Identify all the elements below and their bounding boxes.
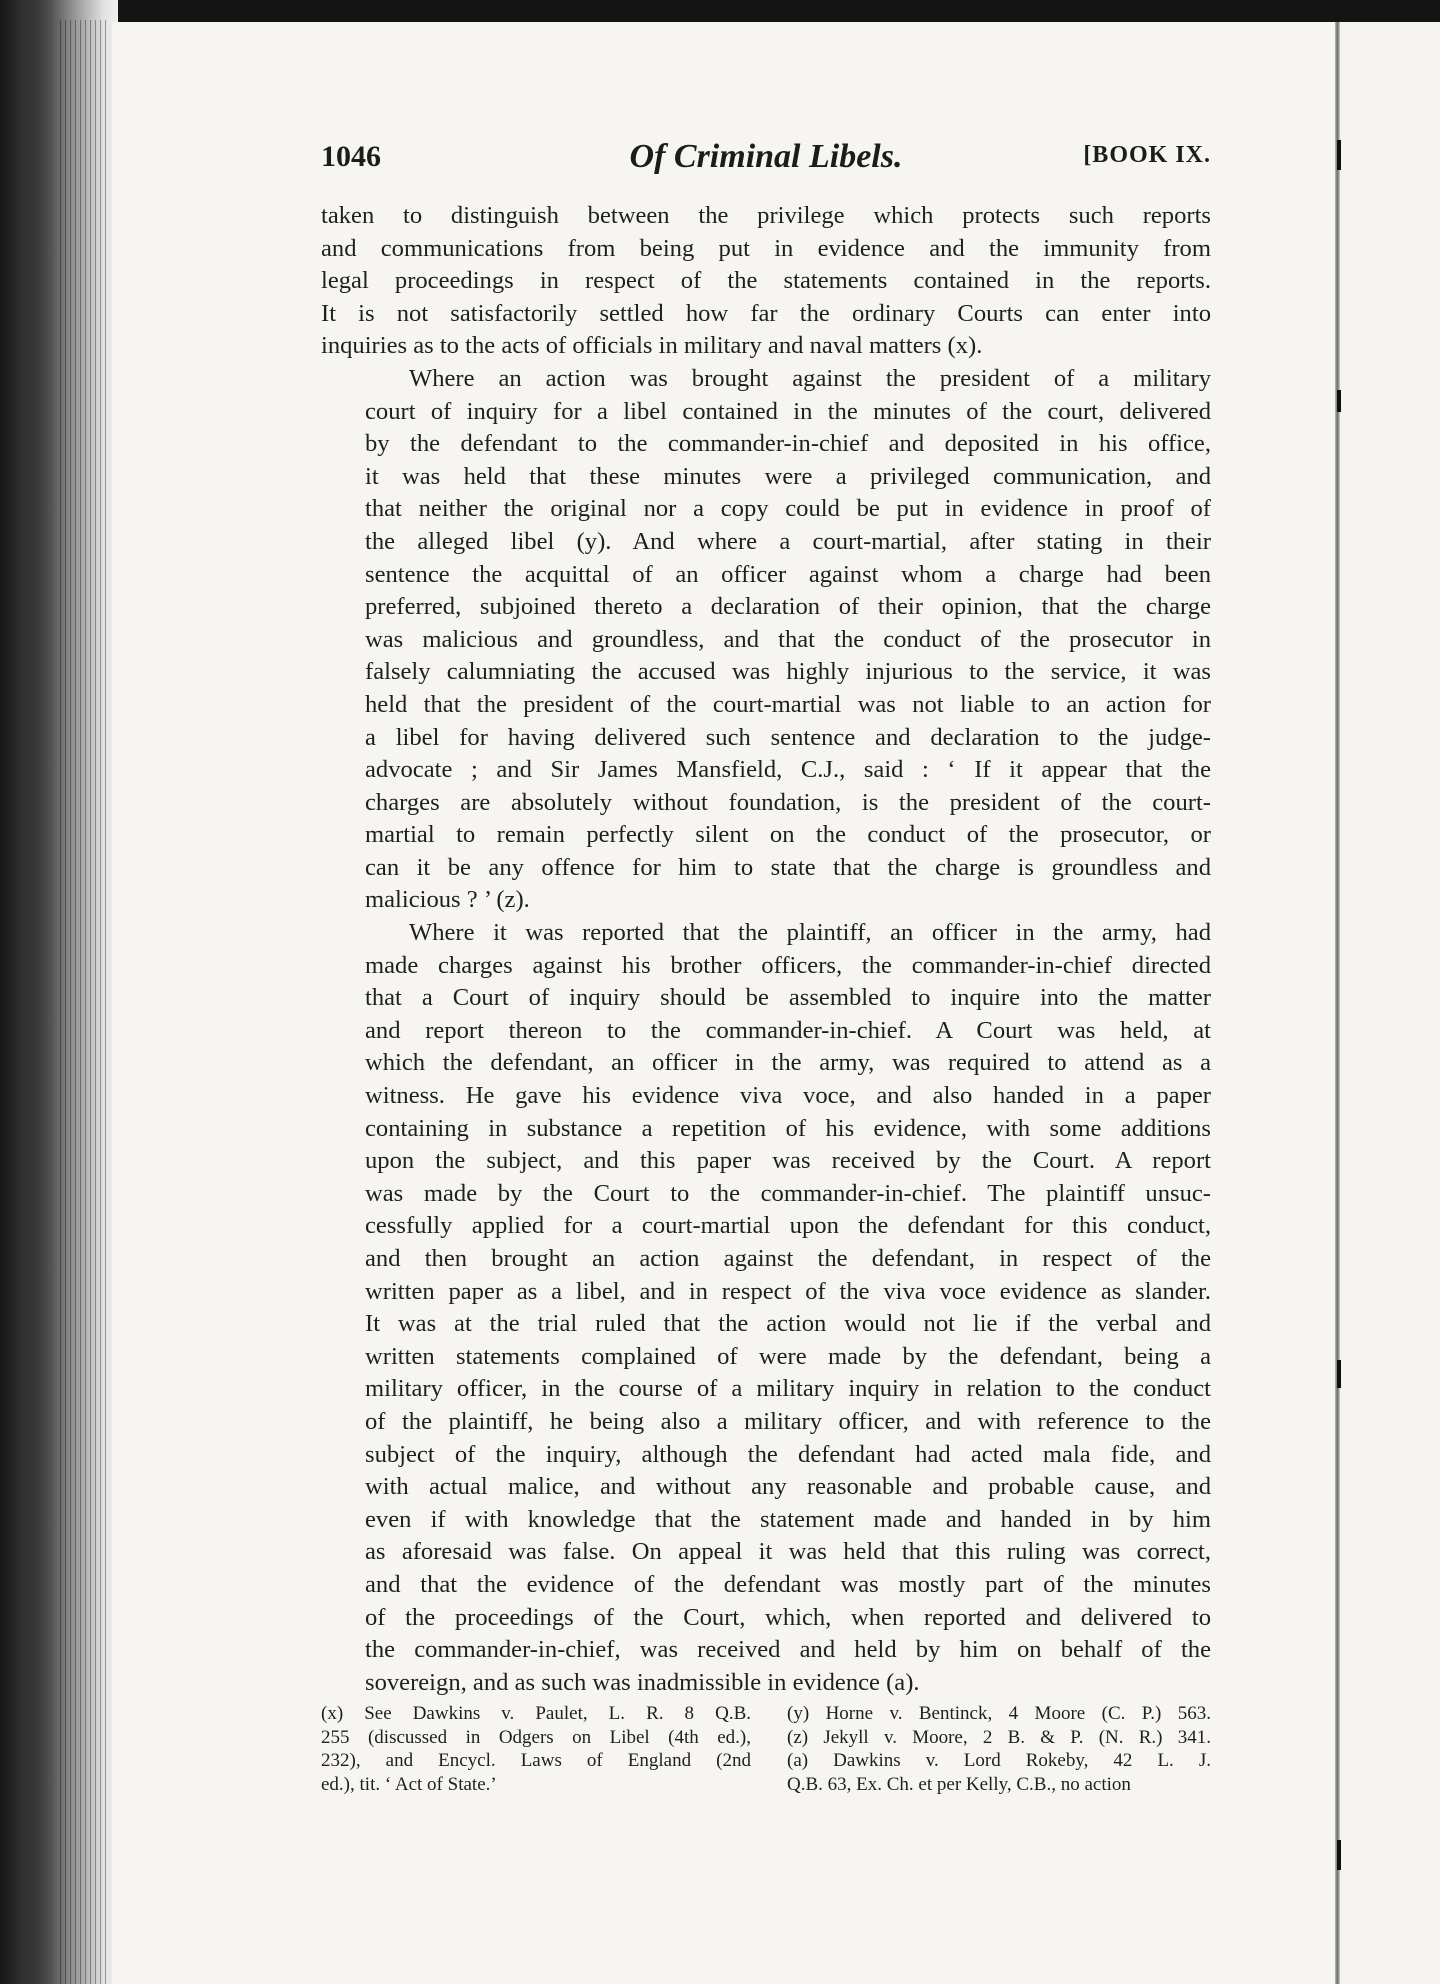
book-label: [BOOK IX. xyxy=(1083,142,1211,168)
text-line: the alleged libel (y). And where a court-martial, after stating in their xyxy=(365,527,1211,555)
text-line: was malicious and groundless, and that the conduct of the prosecutor in xyxy=(365,625,1211,653)
text-line: taken to distinguish between the privilege which protects such reports xyxy=(321,202,1211,229)
footnote-line: 255 (discussed in Odgers on Libel (4th ed.), xyxy=(321,1726,751,1748)
paragraph xyxy=(321,917,1211,1699)
text-line: a libel for having delivered such sentence and declaration to the judge- xyxy=(365,723,1211,751)
text-line: subject of the inquiry, although the defendant had acted mala fide, and xyxy=(365,1440,1211,1468)
text-line: military officer, in the course of a military inquiry in relation to the conduct xyxy=(365,1375,1211,1403)
text-line: of the proceedings of the Court, which, when reported and delivered to xyxy=(365,1603,1211,1631)
text-line: containing in substance a repetition of his evidence, with some additions xyxy=(365,1114,1211,1142)
footnote-line: (z) Jekyll v. Moore, 2 B. & P. (N. R.) 341. xyxy=(787,1726,1211,1748)
footnotes-left-column xyxy=(321,1702,751,1796)
text-line: the commander-in-chief, was received and held by him on behalf of the xyxy=(365,1636,1211,1664)
text-line: even if with knowledge that the statement made and handed in by him xyxy=(365,1505,1211,1533)
text-line: which the defendant, an officer in the army, was required to attend as a xyxy=(365,1049,1211,1077)
text-line: witness. He gave his evidence viva voce, and also handed in a paper xyxy=(365,1082,1211,1110)
text-line: martial to remain perfectly silent on the conduct of the prosecutor, or xyxy=(365,821,1211,849)
text-line: and that the evidence of the defendant was mostly part of the minutes xyxy=(365,1570,1211,1598)
edge-mark xyxy=(1337,1840,1341,1870)
footnote-line: Q.B. 63, Ex. Ch. et per Kelly, C.B., no action xyxy=(787,1773,1131,1795)
text-line: charges are absolutely without foundation, is the president of the court- xyxy=(365,788,1211,816)
text-line: sentence the acquittal of an officer against whom a charge had been xyxy=(365,560,1211,588)
text-line: as aforesaid was false. On appeal it was held that this ruling was correct, xyxy=(365,1538,1211,1566)
text-line: sovereign, and as such was inadmissible in evidence (a). xyxy=(365,1668,920,1696)
text-line: Where it was reported that the plaintiff, an officer in the army, had xyxy=(409,919,1211,947)
footnote-line: (a) Dawkins v. Lord Rokeby, 42 L. J. xyxy=(787,1750,1211,1771)
page-edges xyxy=(60,20,110,1984)
footnote-line: 232), and Encycl. Laws of England (2nd xyxy=(321,1750,751,1771)
text-line: legal proceedings in respect of the statements contained in the reports. xyxy=(321,267,1211,295)
text-line: preferred, subjoined thereto a declaration of their opinion, that the charge xyxy=(365,593,1211,621)
book-spine xyxy=(0,0,118,1984)
text-line: held that the president of the court-martial was not liable to an action for xyxy=(365,690,1211,718)
text-line: It is not satisfactorily settled how far the ordinary Courts can enter into xyxy=(321,299,1211,327)
text-line: and report thereon to the commander-in-chief. A Court was held, at xyxy=(365,1016,1211,1044)
text-line: upon the subject, and this paper was received by the Court. A report xyxy=(365,1147,1211,1175)
text-line: Where an action was brought against the president of a military xyxy=(409,364,1211,392)
paragraph xyxy=(321,200,1211,363)
text-line: falsely calumniating the accused was highly injurious to the service, it was xyxy=(365,658,1211,686)
edge-mark xyxy=(1337,390,1341,412)
text-line: can it be any offence for him to state that the charge is groundless and xyxy=(365,853,1211,881)
text-line: it was held that these minutes were a privileged communication, and xyxy=(365,462,1211,490)
text-line: by the defendant to the commander-in-chief and deposited in his office, xyxy=(365,430,1211,458)
text-line: It was at the trial ruled that the action would not lie if the verbal and xyxy=(365,1310,1211,1338)
text-line: and communications from being put in evidence and the immunity from xyxy=(321,234,1211,262)
footnote-line: ed.), tit. ‘ Act of State.’ xyxy=(321,1773,497,1795)
page-header xyxy=(321,140,1211,184)
text-line: written statements complained of were made by the defendant, being a xyxy=(365,1342,1211,1370)
paragraph xyxy=(321,363,1211,917)
text-line: was made by the Court to the commander-in-chief. The plaintiff unsuc- xyxy=(365,1179,1211,1207)
text-line: malicious ? ’ (z). xyxy=(365,886,530,914)
text-line: court of inquiry for a libel contained in the minutes of the court, delivered xyxy=(365,397,1211,425)
edge-mark xyxy=(1337,140,1341,170)
text-line: with actual malice, and without any reasonable and probable cause, and xyxy=(365,1473,1211,1501)
text-line: cessfully applied for a court-martial upon the defendant for this conduct, xyxy=(365,1212,1211,1240)
text-line: made charges against his brother officers, the commander-in-chief directed xyxy=(365,951,1211,979)
text-line: that a Court of inquiry should be assembled to inquire into the matter xyxy=(365,984,1211,1012)
footnote-line: (y) Horne v. Bentinck, 4 Moore (C. P.) 563. xyxy=(787,1703,1211,1724)
footnote-line: (x) See Dawkins v. Paulet, L. R. 8 Q.B. xyxy=(321,1703,751,1724)
text-line: written paper as a libel, and in respect of the viva voce evidence as slander. xyxy=(365,1277,1211,1305)
text-line: inquiries as to the acts of officials in military and naval matters (x). xyxy=(321,332,983,360)
text-line: advocate ; and Sir James Mansfield, C.J., said : ‘ If it appear that the xyxy=(365,756,1211,784)
page-number: 1046 xyxy=(321,140,381,173)
body-text xyxy=(321,200,1211,1699)
text-line: and then brought an action against the defendant, in respect of the xyxy=(365,1245,1211,1272)
facing-page-edge xyxy=(1337,22,1440,1984)
footnotes-right-column xyxy=(787,1702,1211,1796)
text-line: of the plaintiff, he being also a military officer, and with reference to the xyxy=(365,1407,1211,1435)
text-line: that neither the original nor a copy could be put in evidence in proof of xyxy=(365,495,1211,523)
edge-mark xyxy=(1337,1360,1341,1388)
page-gutter-edge xyxy=(1335,22,1340,1984)
running-title: Of Criminal Libels. xyxy=(629,138,903,175)
